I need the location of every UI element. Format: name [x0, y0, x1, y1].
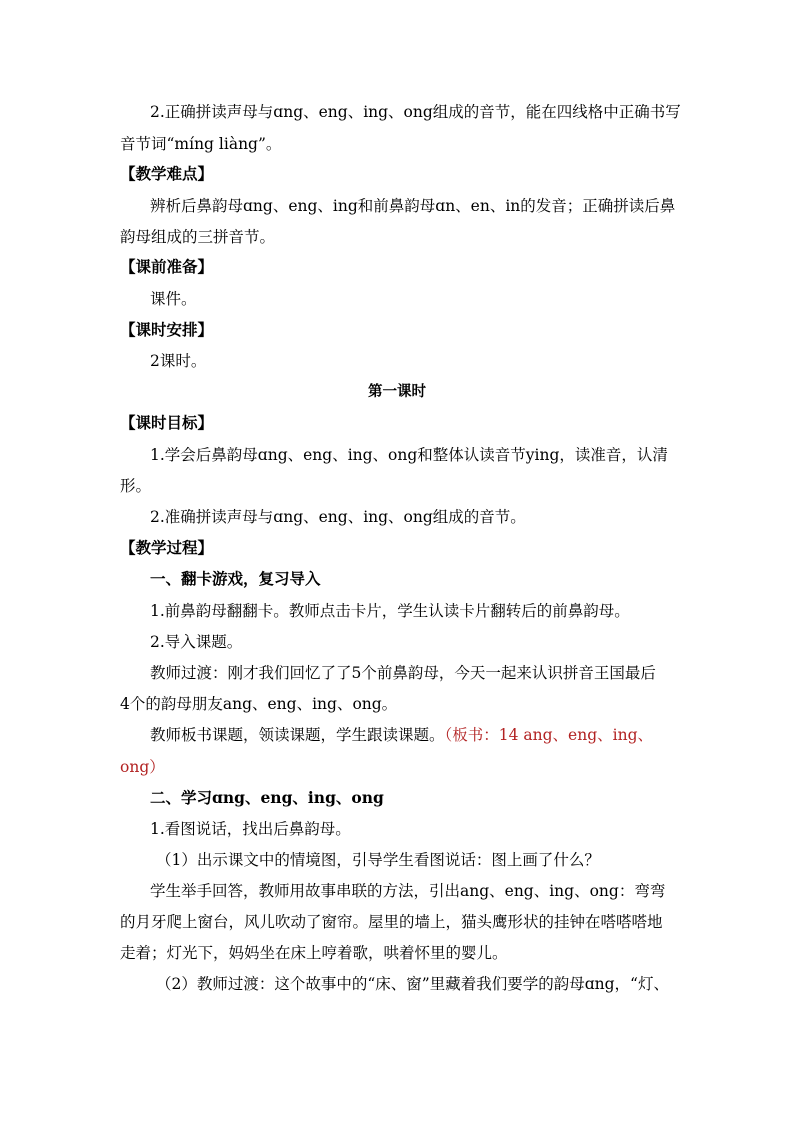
lesson-goal-1-line-1: 1.学会后鼻韵母ɑng、eng、ing、ong和整体认读音节ying，读准音，认清	[150, 446, 668, 464]
preparation-text: 课件。	[150, 290, 197, 308]
difficulty-line-1: 辨析后鼻韵母ɑng、eng、ing和前鼻韵母ɑn、en、in的发音；正确拼读后鼻	[150, 197, 676, 215]
heading-teaching-process: 【教学过程】	[120, 538, 214, 557]
heading-teaching-difficulty: 【教学难点】	[120, 164, 214, 183]
blackboard-note-red: （板书：14 ang、eng、ing、	[444, 726, 654, 744]
schedule-text: 2课时。	[150, 352, 207, 370]
lesson-goal-2: 2.准确拼读声母与ɑng、eng、ing、ong组成的音节。	[150, 508, 526, 526]
step-1-text: 1.前鼻韵母翻翻卡。教师点击卡片，学生认读卡片翻转后的前鼻韵母。	[150, 602, 630, 620]
heading-preparation: 【课前准备】	[120, 257, 214, 276]
difficulty-line-2: 韵母组成的三拼音节。	[120, 228, 276, 246]
section-2-title: 二、学习ɑng、eng、ing、ong	[150, 788, 384, 807]
transition-line-2: 4个的韵母朋友ang、eng、ing、ong。	[120, 695, 398, 713]
blackboard-instruction: 教师板书课题，领读课题，学生跟读课题。	[150, 726, 445, 744]
section-1-title: 一、翻卡游戏，复习导入	[150, 569, 321, 588]
step-2-text: 2.导入课题。	[150, 633, 243, 651]
heading-schedule: 【课时安排】	[120, 320, 214, 339]
section-2-step-1-sub-1: （1）出示课文中的情境图，引导学生看图说话：图上画了什么？	[156, 851, 600, 869]
blackboard-note-red-cont: ong）	[120, 758, 165, 776]
story-line-1: 学生举手回答，教师用故事串联的方法，引出ang、eng、ing、ong：弯弯	[150, 882, 666, 900]
blackboard-line-1	[150, 725, 653, 745]
transition-line-1: 教师过渡：刚才我们回忆了了5个前鼻韵母，今天一起来认识拼音王国最后	[150, 664, 656, 682]
story-line-3: 走着；灯光下，妈妈坐在床上哼着歌，哄着怀里的婴儿。	[120, 944, 508, 962]
section-2-step-1-sub-2: （2）教师过渡：这个故事中的“床、窗”里藏着我们要学的韵母ɑng，“灯、	[156, 975, 669, 993]
lesson-goal-1-line-2: 形。	[120, 477, 152, 495]
goal-2-line-1: 2.正确拼读声母与ɑng、eng、ing、ong组成的音节，能在四线格中正确书写	[150, 103, 681, 121]
story-line-2: 的月牙爬上窗台，风儿吹动了窗帘。屋里的墙上，猫头鹰形状的挂钟在嗒嗒嗒地	[120, 913, 663, 931]
goal-2-line-2: 音节词“míng liàng”。	[120, 135, 282, 153]
lesson-title: 第一课时	[368, 383, 426, 400]
section-2-step-1: 1.看图说话，找出后鼻韵母。	[150, 820, 351, 838]
heading-lesson-goals: 【课时目标】	[120, 413, 214, 432]
